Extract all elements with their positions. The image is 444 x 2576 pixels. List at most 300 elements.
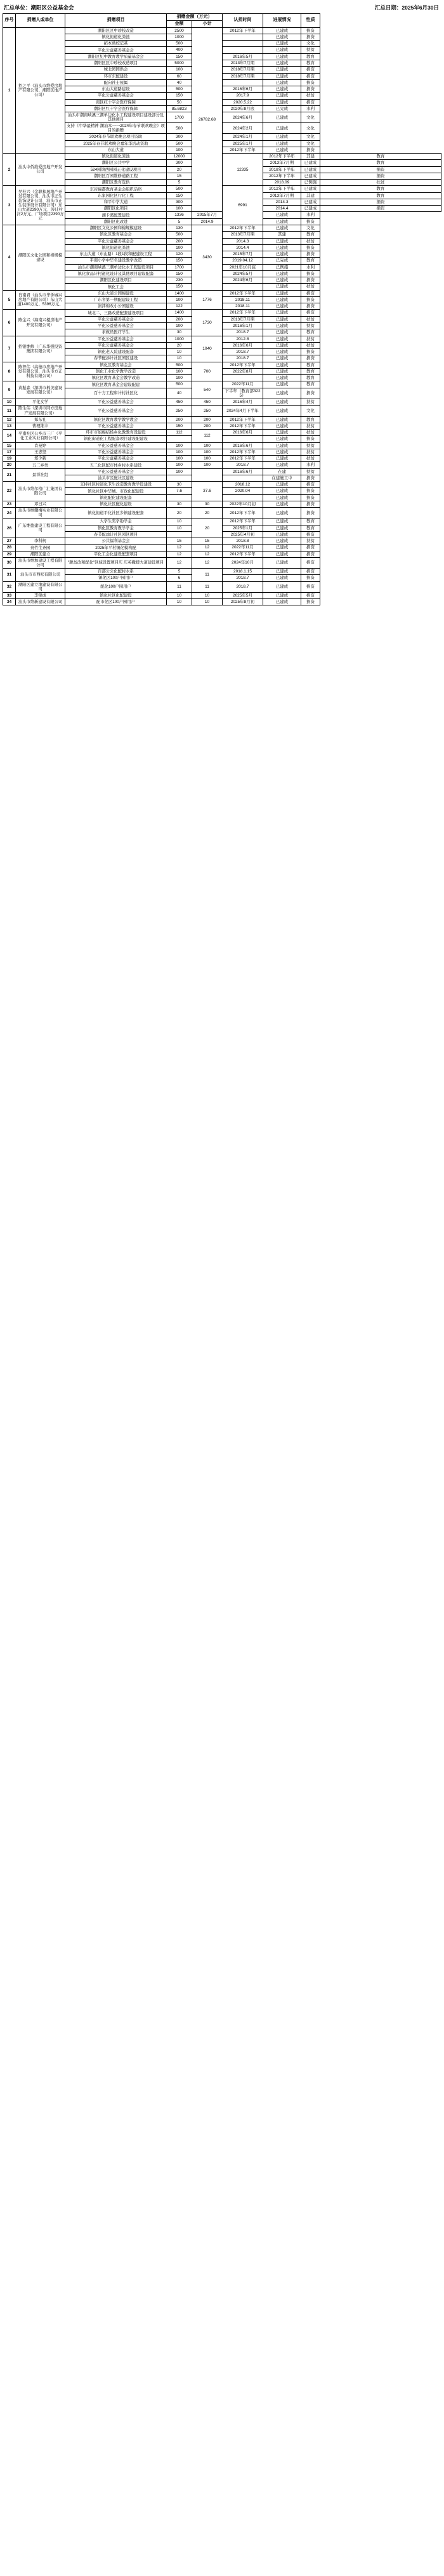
- cell-nature: 文化: [301, 225, 320, 232]
- table-row: [3, 60, 441, 66]
- cell-donor: 潮阳区建立: [16, 551, 65, 557]
- cell-recog-time: 2015年7月: [223, 251, 263, 258]
- table-row: [3, 264, 441, 270]
- cell-recog-time: [223, 284, 263, 290]
- cell-progress: 已建成: [301, 206, 320, 212]
- cell-subtotal: 1776: [192, 290, 223, 310]
- cell-amount: 1000: [167, 336, 192, 342]
- cell-nature: 文化: [301, 123, 320, 134]
- cell-recog-time: 2025年4月初: [223, 531, 263, 538]
- table-row: [3, 468, 441, 475]
- sheet-header: [3, 3, 441, 13]
- cell-amount: 400: [167, 47, 192, 53]
- cell-project: 镇化老人院建设配套: [65, 349, 167, 355]
- cell-nature: 捐资: [301, 99, 320, 105]
- th-amount-group: 捐赠金额（万元）: [167, 14, 223, 21]
- table-row: [3, 284, 441, 290]
- cell-nature: 教育: [301, 329, 320, 336]
- cell-subtotal: 200: [192, 416, 223, 423]
- cell-amount: 300: [167, 199, 192, 205]
- cell-seq: 10: [3, 399, 16, 406]
- cell-seq: 12: [3, 416, 16, 423]
- cell-recog-time: 2018.7: [223, 462, 263, 468]
- cell-subtotal: 12: [192, 551, 223, 557]
- cell-progress: 已建成: [263, 488, 301, 494]
- table-row: [3, 154, 441, 160]
- cell-progress: 已建成: [263, 456, 301, 462]
- cell-subtotal: 1730: [192, 310, 223, 336]
- cell-project: 镇化区教育教学教学教会: [65, 416, 167, 423]
- cell-subtotal: 200: [192, 423, 223, 429]
- cell-nature: 捐资: [301, 494, 320, 501]
- cell-amount: 100: [167, 323, 192, 329]
- cell-amount: 500: [167, 381, 192, 388]
- cell-nature: 捐资: [301, 388, 320, 399]
- cell-progress: 已建成: [263, 310, 301, 316]
- cell-project: 东山大道（东山路）1段1段和配建设工程: [65, 251, 167, 258]
- cell-project: 镇化工会: [65, 284, 167, 290]
- cell-project: 平化公益慈善基金会: [65, 238, 167, 244]
- cell-seq: 5: [3, 290, 16, 310]
- cell-subtotal: 250: [192, 406, 223, 416]
- cell-recog-time: [223, 47, 263, 53]
- cell-progress: 已建成: [301, 160, 320, 166]
- cell-nature: 教育: [301, 525, 320, 531]
- cell-progress: 已建成: [263, 53, 301, 60]
- cell-recog-time: 2013年7月期: [263, 160, 301, 166]
- cell-recog-time: 下半年（教育部3225）: [223, 388, 263, 399]
- cell-amount: 10: [167, 349, 192, 355]
- cell-amount: 100: [167, 206, 192, 212]
- cell-amount: 20: [167, 342, 192, 348]
- cell-project: 平南小学中华名建设教学改造: [65, 258, 167, 264]
- cell-progress: 已建成: [263, 525, 301, 531]
- cell-nature: 捐资: [301, 218, 320, 225]
- table-row: [3, 67, 441, 73]
- table-row: [3, 488, 441, 494]
- cell-subtotal: 11: [192, 581, 223, 592]
- cell-progress: 已建成: [263, 508, 301, 519]
- cell-project: 潮阳区文化公园和棉规模建设: [65, 225, 167, 232]
- table-row: [3, 449, 441, 455]
- cell-donor: 郑少新: [16, 456, 65, 462]
- cell-progress: 已建成: [263, 482, 301, 488]
- cell-project: 潮阳区区中珍校改造项目: [65, 60, 167, 66]
- cell-progress: 已建成: [263, 406, 301, 416]
- cell-progress: 其建: [263, 232, 301, 238]
- cell-progress: 已建成: [301, 173, 320, 179]
- cell-amount: 120: [167, 251, 192, 258]
- table-row: [3, 462, 441, 468]
- cell-seq: 11: [3, 406, 16, 416]
- cell-progress: 已建成: [263, 375, 301, 381]
- cell-progress: 已建成: [263, 284, 301, 290]
- cell-amount: 5: [167, 569, 192, 575]
- cell-amount: 10: [167, 355, 192, 362]
- cell-nature: 捐资: [301, 557, 320, 568]
- cell-nature: 教育: [320, 154, 441, 160]
- table-row: [3, 212, 441, 218]
- cell-nature: 教育: [301, 232, 320, 238]
- cell-project: 东山大道公园棉建设: [65, 290, 167, 296]
- cell-progress: 已完成: [263, 258, 301, 264]
- cell-recog-time: 2017.9: [223, 93, 263, 99]
- cell-donor: 招银维修（广东华强投资集团有限公司）: [16, 336, 65, 362]
- table-row: [3, 134, 441, 140]
- cell-recog-time: 2012年下半年: [223, 449, 263, 455]
- cell-seq: 9: [3, 381, 16, 399]
- cell-project: 镇化社区配化建设: [65, 501, 167, 508]
- cell-amount: 100: [167, 442, 192, 449]
- cell-amount: 5: [167, 180, 192, 186]
- cell-nature: 扶贫: [320, 180, 441, 186]
- cell-recog-time: 2022年11月: [223, 381, 263, 388]
- cell-recog-time: [223, 494, 263, 501]
- cell-project: 支持《中华最精神·潮汕本一一2024年春节联欢晚会》项目的捐赠: [65, 123, 167, 134]
- table-row: [3, 316, 441, 322]
- cell-progress: 已建成: [263, 519, 301, 525]
- cell-recog-time: [223, 375, 263, 381]
- cell-recog-time: 2025年5月: [223, 592, 263, 598]
- cell-progress: 已建成: [263, 449, 301, 455]
- cell-project: 镇化社区化配建设: [65, 592, 167, 598]
- table-row: [3, 388, 441, 399]
- cell-recog-time: [223, 436, 263, 442]
- cell-subtotal: 37.6: [192, 482, 223, 501]
- cell-seq: 19: [3, 456, 16, 462]
- table-row: [3, 244, 441, 251]
- cell-nature: 捐资: [301, 251, 320, 258]
- cell-project: 潮阳区化改进: [65, 218, 167, 225]
- cell-recog-time: [223, 475, 263, 481]
- cell-amount: 1400: [167, 290, 192, 296]
- cell-donor: 肖曼婷: [16, 442, 65, 449]
- cell-nature: 捐资: [301, 508, 320, 519]
- cell-progress: 已建成: [263, 355, 301, 362]
- cell-recog-time: 2012年下半年: [263, 173, 301, 179]
- cell-progress: 已建成: [263, 501, 301, 508]
- cell-recog-time: 2014.4: [263, 206, 301, 212]
- cell-amount: 150: [167, 423, 192, 429]
- cell-project: 平化公益慈善基金会: [65, 442, 167, 449]
- cell-progress: 已建成: [263, 416, 301, 423]
- table-row: [3, 290, 441, 296]
- cell-amount: 500: [167, 186, 192, 192]
- cell-nature: 捐资: [320, 173, 441, 179]
- cell-nature: 捐资: [320, 166, 441, 173]
- cell-project: 平化公益慈善基金会: [65, 342, 167, 348]
- cell-nature: 教育: [301, 416, 320, 423]
- cell-seq: 15: [3, 442, 16, 449]
- cell-progress: 已建成: [301, 166, 320, 173]
- cell-nature: 捐资: [301, 79, 320, 86]
- cell-progress: 已建成: [263, 442, 301, 449]
- cell-nature: 捐资: [301, 355, 320, 362]
- cell-donor: 汕头市维尔格广汇集团有限公司: [16, 482, 65, 501]
- cell-project: "脱贫改和配化"区域设置项目庆 庆英撤援大道建设项目: [65, 557, 167, 568]
- cell-project: 广东省第一期配建设工程: [65, 296, 167, 303]
- cell-progress: 已建成: [263, 251, 301, 258]
- cell-project: 2025年春节联欢晚会嘉年华活动资助: [65, 140, 167, 147]
- cell-amount: 450: [167, 399, 192, 406]
- cell-project: 配市化区100户园用户: [65, 598, 167, 605]
- cell-recog-time: 2013年7月期: [223, 232, 263, 238]
- cell-recog-time: 2012.8: [223, 336, 263, 342]
- cell-seq: 2: [3, 154, 16, 186]
- cell-project: 镇化区教育基金会: [65, 362, 167, 368]
- cell-recog-time: 2024年10月: [223, 557, 263, 568]
- cell-donor: 汕头市市西松有限公司: [16, 569, 65, 582]
- cell-seq: 33: [3, 592, 16, 598]
- cell-nature: 捐资: [320, 206, 441, 212]
- cell-amount: 100: [167, 296, 192, 303]
- cell-progress: 已建成: [263, 368, 301, 374]
- cell-recog-time: 2012年下半年: [223, 423, 263, 429]
- cell-project: 镇化工业化学教学改造: [65, 368, 167, 374]
- table-row: [3, 501, 441, 508]
- cell-nature: 文化: [301, 41, 320, 47]
- cell-donor: 郑东礼: [16, 416, 65, 423]
- cell-progress: 已建成: [263, 41, 301, 47]
- cell-subtotal: 20: [192, 508, 223, 519]
- cell-project: 和平中学大道: [65, 199, 167, 205]
- cell-project: 潮阳区公共中学: [65, 160, 167, 166]
- cell-amount: [167, 531, 192, 538]
- cell-subtotal: 700: [192, 362, 223, 381]
- cell-progress: 已建成: [301, 199, 320, 205]
- cell-progress: 已建成: [263, 86, 301, 93]
- cell-donor: 汕头中侨维爱房地产开发公司: [16, 154, 65, 186]
- cell-project: 平化公益慈善基金会: [65, 406, 167, 416]
- table-row: [3, 112, 441, 123]
- cell-recog-time: 2024年6月: [223, 112, 263, 123]
- cell-recog-time: 2018.7: [223, 329, 263, 336]
- cell-project: 2024年春节联欢晚会项目资助: [65, 134, 167, 140]
- cell-recog-time: 2020.04: [223, 488, 263, 494]
- cell-amount: 500: [167, 140, 192, 147]
- cell-amount: 20: [167, 166, 192, 173]
- cell-nature: 捐资: [301, 73, 320, 79]
- table-row: [3, 362, 441, 368]
- cell-recog-time: 2016年6月: [223, 468, 263, 475]
- cell-nature: 捐资: [301, 27, 320, 34]
- cell-progress: 已建成: [263, 430, 301, 436]
- cell-amount: 1700: [167, 112, 192, 123]
- table-row: [3, 47, 441, 53]
- cell-recog-time: 2022年8月: [223, 368, 263, 374]
- cell-nature: 文化: [301, 406, 320, 416]
- table-row: [3, 592, 441, 598]
- cell-amount: 500: [167, 41, 192, 47]
- cell-recog-time: 2016年4月: [223, 399, 263, 406]
- cell-amount: 60: [167, 73, 192, 79]
- cell-donor: 黄振森（深圳市棉美建设发展有限公司）: [16, 381, 65, 399]
- cell-progress: 已建成: [263, 316, 301, 322]
- cell-donor: 汕头市维新建设有限公司: [16, 598, 65, 605]
- cell-donor: 汕头市维爾梅实业有限公司: [16, 508, 65, 519]
- cell-progress: 在建施工中: [263, 475, 301, 481]
- cell-nature: 教育: [301, 519, 320, 525]
- cell-nature: 捐资: [301, 488, 320, 494]
- cell-amount: 500: [167, 362, 192, 368]
- table-row: [3, 531, 441, 538]
- cell-amount: 250: [167, 406, 192, 416]
- cell-recog-time: 2024年4月下半年: [223, 406, 263, 416]
- cell-recog-time: 2013年7月期: [263, 192, 301, 199]
- table-row: [3, 598, 441, 605]
- cell-recog-time: 2024年6月: [223, 277, 263, 284]
- cell-recog-time: 2024年2月: [223, 123, 263, 134]
- cell-nature: 教育: [301, 375, 320, 381]
- cell-project: 平化公益慈善基金会: [65, 449, 167, 455]
- cell-nature: 水利: [301, 462, 320, 468]
- cell-nature: 捐资: [301, 592, 320, 598]
- cell-amount: 100: [167, 147, 192, 153]
- cell-progress: 已建成: [301, 186, 320, 192]
- cell-recog-time: 2019.04.12: [223, 258, 263, 264]
- cell-amount: 300: [167, 160, 192, 166]
- cell-seq: 6: [3, 310, 16, 336]
- cell-amount: 10: [167, 598, 192, 605]
- cell-nature: 扶贫: [301, 538, 320, 545]
- cell-amount: 500: [167, 232, 192, 238]
- table-row: [3, 270, 441, 277]
- cell-project: 镇化街道化粪池: [65, 154, 167, 160]
- cell-project: 潮阳区化项目: [65, 206, 167, 212]
- cell-donor: 肖南君（汕头市华侨城兴房地产有限公司）东山大道1400万元、5396万元、: [16, 290, 65, 310]
- cell-amount: 150: [167, 93, 192, 99]
- cell-project: 东山大道: [65, 147, 167, 153]
- cell-seq: 8: [3, 362, 16, 381]
- cell-donor: 平化女学: [16, 399, 65, 406]
- cell-progress: 已建成: [263, 336, 301, 342]
- cell-progress: 已建成: [263, 123, 301, 134]
- table-row: [3, 575, 441, 581]
- cell-subtotal: 26782.68: [192, 27, 223, 212]
- cell-progress: 已建成: [263, 323, 301, 329]
- cell-nature: 捐资: [301, 482, 320, 488]
- cell-recog-time: 2018年7月期: [223, 73, 263, 79]
- cell-amount: 7.6: [167, 488, 192, 494]
- table-header-row-1: [3, 14, 441, 21]
- cell-project: 春节配添计社区园区建设: [65, 355, 167, 362]
- cell-donor: 贵竹生齐园: [16, 545, 65, 551]
- cell-recog-time: 2025年1月: [223, 140, 263, 147]
- cell-progress: 已建成: [263, 238, 301, 244]
- cell-donor: 景祥社组: [16, 468, 65, 482]
- cell-nature: 捐资: [301, 545, 320, 551]
- cell-nature: 扶贫: [301, 47, 320, 53]
- cell-seq: 27: [3, 538, 16, 545]
- table-row: [3, 519, 441, 525]
- cell-seq: 30: [3, 557, 16, 568]
- cell-nature: 捐资: [301, 34, 320, 40]
- cell-subtotal: 450: [192, 399, 223, 406]
- cell-donor: 陈智伟（高德市房地产开发有限公司、汕头市方正科技有限公司）: [16, 362, 65, 381]
- cell-nature: 水利: [301, 212, 320, 218]
- cell-amount: 40: [167, 79, 192, 86]
- cell-project: 平化公益慈善基金会: [65, 399, 167, 406]
- cell-progress: 已建成: [263, 342, 301, 348]
- cell-amount: 100: [167, 449, 192, 455]
- cell-recog-time: 2012年下半年: [223, 225, 263, 232]
- cell-amount: 100: [167, 468, 192, 475]
- cell-recog-time: 2018.12: [223, 482, 263, 488]
- cell-amount: 150: [167, 192, 192, 199]
- cell-recog-time: 2012年下半年: [263, 186, 301, 192]
- cell-recog-time: 2016年1月: [223, 323, 263, 329]
- cell-nature: 水利: [301, 264, 320, 270]
- cell-recog-time: 2022年11月: [223, 545, 263, 551]
- cell-recog-time: 2024年1月: [223, 134, 263, 140]
- cell-recog-time: 2012年下半年: [223, 147, 263, 153]
- cell-progress: 已建成: [263, 381, 301, 388]
- cell-nature: 捐资: [301, 303, 320, 310]
- cell-recog-time: 2012年下半年: [223, 362, 263, 368]
- cell-nature: 捐资: [301, 349, 320, 355]
- table-row: [3, 251, 441, 258]
- cell-seq: 20: [3, 462, 16, 468]
- cell-project: 环市东配建设: [65, 73, 167, 79]
- header-date: 汇总日期：2025年6月30日: [374, 4, 439, 11]
- cell-progress: 已建成: [263, 538, 301, 545]
- cell-nature: 扶贫: [301, 284, 320, 290]
- th-nature: 性质: [301, 14, 320, 28]
- cell-seq: 17: [3, 449, 16, 455]
- table-row: [3, 79, 441, 86]
- cell-progress: 已建成: [263, 349, 301, 355]
- cell-recog-time: 2014.3: [263, 199, 301, 205]
- cell-amount: 1336: [167, 212, 192, 218]
- cell-project: 平化公益慈善基金会: [65, 323, 167, 329]
- table-row: [3, 232, 441, 238]
- cell-progress: 已例施: [301, 180, 320, 186]
- cell-recog-time: 2012年下半年: [223, 456, 263, 462]
- cell-amount: [167, 436, 192, 442]
- cell-amount: 6: [167, 575, 192, 581]
- table-row: [3, 538, 441, 545]
- table-row: [3, 218, 441, 225]
- table-row: [3, 296, 441, 303]
- cell-progress: 已建成: [263, 462, 301, 468]
- donation-table: [3, 13, 441, 605]
- th-donor: 捐赠人或单位: [16, 14, 65, 28]
- cell-recog-time: 2022年10月初: [223, 501, 263, 508]
- cell-progress: 已建成: [263, 67, 301, 73]
- cell-project: 镇化街道平化社区乡镇建设配套: [65, 508, 167, 519]
- cell-nature: 扶贫: [301, 93, 320, 99]
- cell-amount: 50: [167, 99, 192, 105]
- cell-donor: 李科柯: [16, 538, 65, 545]
- cell-subtotal: 100: [192, 462, 223, 468]
- cell-subtotal: 12: [192, 545, 223, 551]
- cell-project: 润津棉改小公园建设: [65, 303, 167, 310]
- cell-nature: 捐资: [301, 277, 320, 284]
- cell-amount: 20: [167, 508, 192, 519]
- cell-project: 春节配添计社区园区项目: [65, 531, 167, 538]
- cell-seq: 22: [3, 482, 16, 501]
- cell-nature: 扶贫: [301, 336, 320, 342]
- cell-progress: 已建成: [263, 581, 301, 592]
- cell-nature: 教育: [320, 192, 441, 199]
- cell-recog-time: 2012年下半年: [223, 290, 263, 296]
- cell-seq: 23: [3, 501, 16, 508]
- cell-seq: 7: [3, 336, 16, 362]
- cell-progress: 已建成: [263, 134, 301, 140]
- cell-nature: 文化: [301, 140, 320, 147]
- cell-amount: 500: [167, 86, 192, 93]
- cell-recog-time: 2014.9: [192, 218, 223, 225]
